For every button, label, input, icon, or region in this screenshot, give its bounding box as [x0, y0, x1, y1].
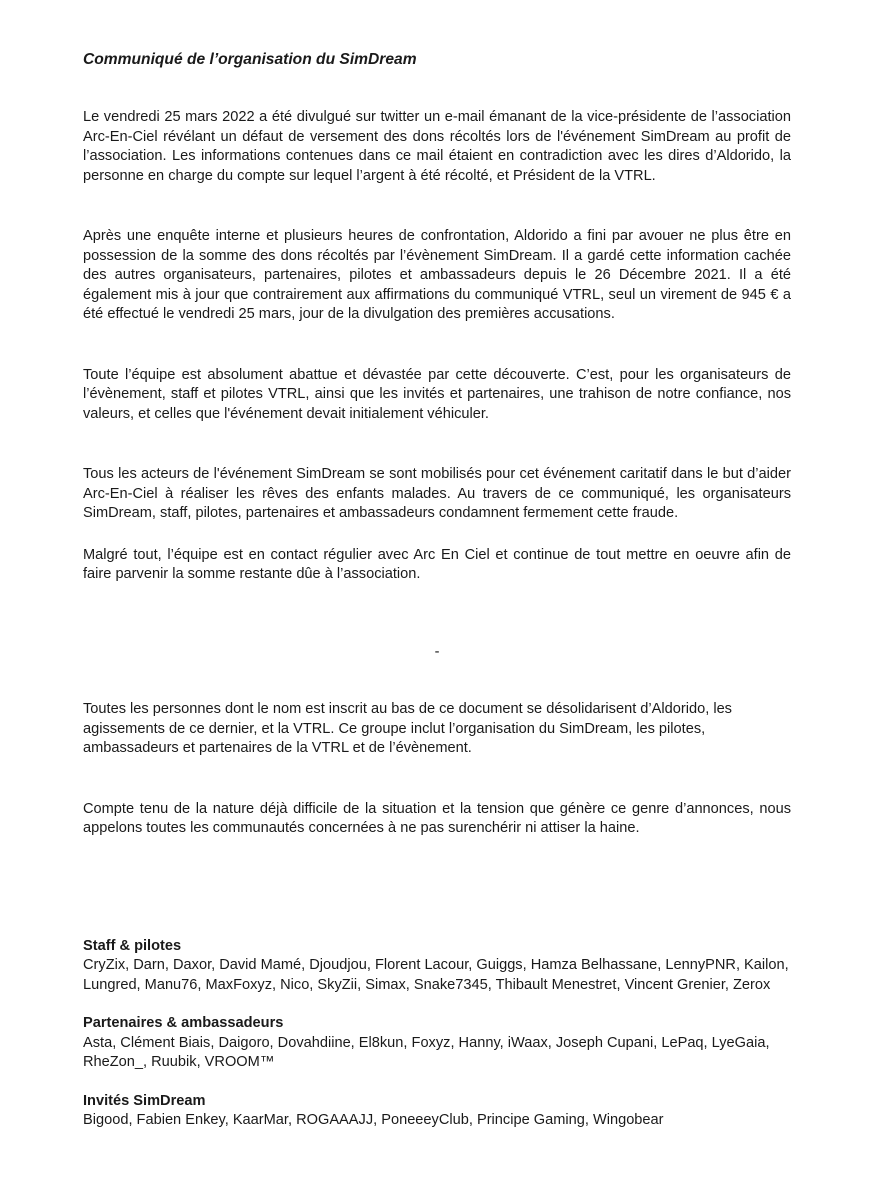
signatory-group-guests: [83, 1092, 791, 1131]
paragraph-team-reaction: Toute l’équipe est absolument abattue et dévastée par cette découverte. C’est, pour les organisateurs de l’évènement, staff et pilotes VTRL, ainsi que les invités et partenaires, une trahison de notre confiance, nos valeurs, et celles que l'événement devait initialement véhiculer.: [83, 366, 791, 422]
spacer: [83, 759, 791, 800]
signatory-names: Asta, Clément Biais, Daigoro, Dovahdiine, El8kun, Foxyz, Hanny, iWaax, Joseph Cupani, LePaq, LyeGaia, RheZon_, Ruubik, VROOM™: [83, 1034, 770, 1070]
signatory-names: Bigood, Fabien Enkey, KaarMar, ROGAAAJJ, PoneeeyClub, Principe Gaming, Wingobear: [83, 1112, 664, 1128]
document-title: Communiqué de l’organisation du SimDream: [83, 51, 417, 68]
spacer: [83, 325, 791, 366]
paragraph-disclosure: Le vendredi 25 mars 2022 a été divulgué sur twitter un e-mail émanant de la vice-présidente de l’association Arc-En-Ciel révélant un défaut de versement des dons récoltés lors de l'événement SimDream au profit de l’association. Les informations contenues dans ce mail étaient en contradiction avec les dires d’Aldorido, la personne en charge du compte sur lequel l’argent à été récolté, et Président de la VTRL.: [83, 109, 791, 184]
paragraph-dissociation: Toutes les personnes dont le nom est inscrit au bas de ce document se désolidarisent d’Aldorido, les agissements de ce dernier, et la VTRL. Ce groupe inclut l’organisation du SimDream, les pilotes, ambassadeurs et partenaires de la VTRL et de l’évènement.: [83, 701, 732, 756]
spacer: [83, 186, 791, 227]
signatory-group-staff: [83, 937, 791, 996]
signatory-group-partners: [83, 1014, 791, 1073]
paragraph-contact: Malgré tout, l’équipe est en contact régulier avec Arc En Ciel et continue de tout mettre en oeuvre afin de faire parvenir la somme restante dûe à l’association.: [83, 546, 791, 582]
signatory-names: CryZix, Darn, Daxor, David Mamé, Djoudjou, Florent Lacour, Guiggs, Hamza Belhassane, LennyPNR, Kailon, Lungred, Manu76, MaxFoxyz, Nico, SkyZii, Simax, Snake7345, Thibault Menestret, Vincent Grenier, Zerox: [83, 957, 789, 993]
paragraph-appeal: Compte tenu de la nature déjà difficile de la situation et la tension que génère ce genre d’annonces, nous appelons toutes les communautés concernées à ne pas surenchérir ni attiser la haine.: [83, 800, 791, 836]
spacer: [83, 424, 791, 465]
signatory-heading: Invités SimDream: [83, 1092, 206, 1109]
signatory-heading: Staff & pilotes: [83, 937, 182, 954]
paragraph-condemnation: Tous les acteurs de l'événement SimDream se sont mobilisés pour cet événement caritatif dans le but d’aider Arc-En-Ciel à réaliser les rêves des enfants malades. Au travers de ce communiqué, les organisateurs SimDream, staff, pilotes, partenaires et ambassadeurs condamnent fermement cette fraude.: [83, 466, 791, 521]
spacer: [83, 1073, 791, 1092]
section-separator: -: [434, 643, 440, 660]
signatory-heading: Partenaires & ambassadeurs: [83, 1015, 284, 1031]
spacer: [83, 524, 791, 546]
spacer: [83, 995, 791, 1014]
spacer: [83, 839, 791, 937]
paragraph-investigation: Après une enquête interne et plusieurs heures de confrontation, Aldorido a fini par avouer ne plus être en possession de la somme des dons récoltés par l’évènement SimDream. Il a gardé cette information cachée des autres organisateurs, partenaires, pilotes et ambassadeurs depuis le 26 Décembre 2021. Il a été également mis à jour que contrairement aux affirmations du communiqué VTRL, seul un virement de 945 € a été effectué le vendredi 25 mars, jour de la divulgation des premières accusations.: [83, 228, 791, 322]
